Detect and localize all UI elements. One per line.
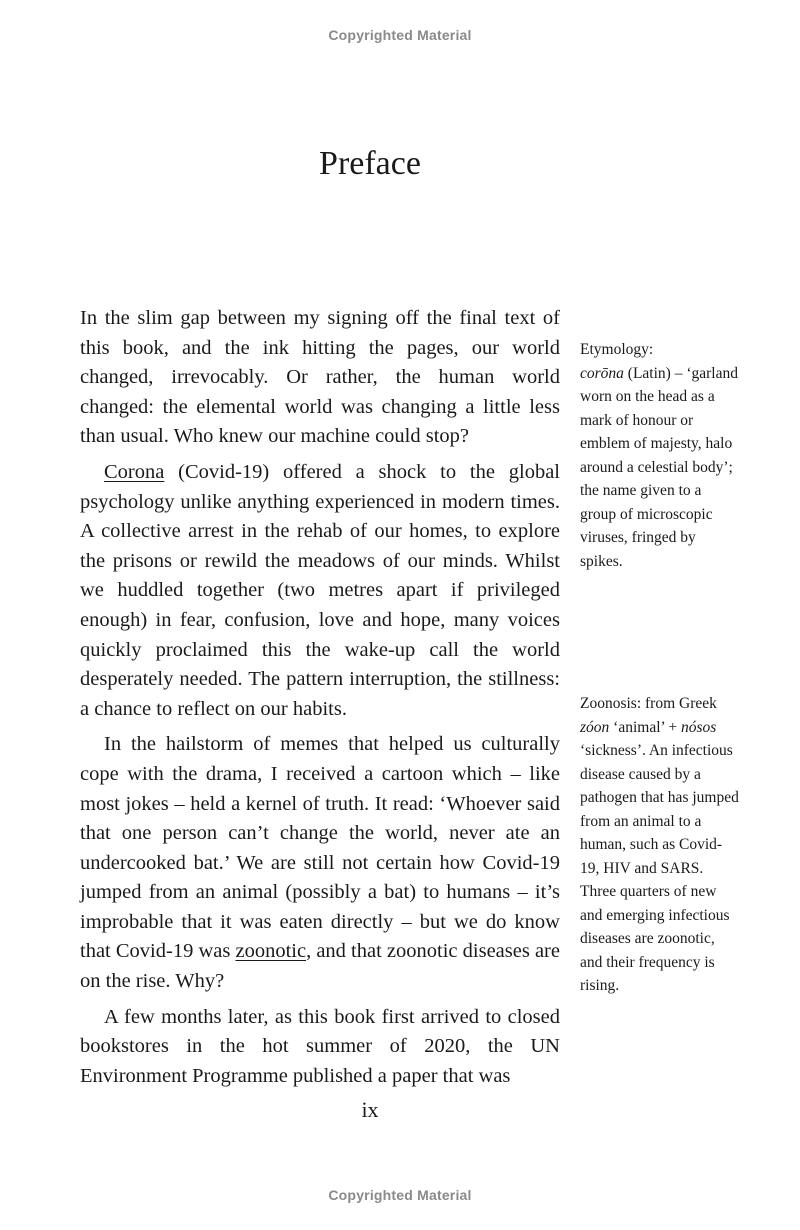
etymology-term: corōna [580,364,624,382]
zoonosis-term-zoon: zóon [580,718,610,736]
paragraph-2-text: (Covid-19) offered a shock to the global psychology unlike anything experienced in modern times. A collective arrest in the rehab of our homes, to explore the prisons or rewild the meadows of our minds. Whilst we huddled together (two metres apart if privileged enough) in fear, confusion, love and hope, many voices quickly proclaimed this the wake-up call the world desperately needed. The pattern interruption, the stillness: a chance to reflect on our habits. [80,460,560,720]
copyright-watermark-bottom: Copyrighted Material [328,1187,472,1203]
etymology-label: Etymology: [580,341,654,358]
page-title: Preface [319,145,421,182]
paragraph-3 [80,730,560,996]
margin-note-zoonosis [580,692,740,998]
paragraph-3-text-a: In the hailstorm of memes that helped us culturally cope with the drama, I received a cartoon which – like most jokes – held a kernel of truth. It read: ‘Whoever said that one person can’t change the world, never ate an undercooked bat.’ We are still not certain how Covid-19 jumped from an animal (possibly a bat) to humans – it’s improbable that it was eaten directly – but we do know that Covid-19 was [80,733,560,963]
paragraph-3-text-b: , and that zoonotic diseases are on the rise. Why? [80,940,560,993]
zoonosis-mid: ‘animal’ + [609,718,682,736]
margin-note-etymology [580,338,740,573]
zoonosis-intro: Zoonosis: from Greek [580,695,717,712]
main-text [80,304,560,1091]
etymology-definition: (Latin) – ‘garland worn on the head as a mark of honour or emblem of majesty, halo around a celestial body’; the name given to a group of microscopic viruses, fringed by spikes. [580,364,738,570]
paragraph-4: A few months later, as this book first arrived to closed bookstores in the hot summer of 2020, the UN Environment Programme published a paper that was [80,1005,560,1087]
corona-term-link[interactable]: Corona [104,460,165,483]
paragraph-1: In the slim gap between my signing off the final text of this book, and the ink hitting the pages, our world changed, irrevocably. Or rather, the human world changed: the elemental world was changing a little less than usual. Who knew our machine could stop? [80,307,560,448]
zoonosis-definition: ‘sickness’. An infectious disease caused by a pathogen that has jumped from an animal to a human, such as Covid-19, HIV and SARS. Three quarters of new and emerging infectious diseases are zoonotic, and their frequency is rising. [580,742,739,994]
zoonosis-term-nosos: nósos [681,718,717,736]
zoonotic-term-link[interactable]: zoonotic [235,940,307,963]
page-number: ix [361,1097,379,1122]
copyright-watermark-top: Copyrighted Material [328,27,472,43]
paragraph-2 [80,458,560,724]
